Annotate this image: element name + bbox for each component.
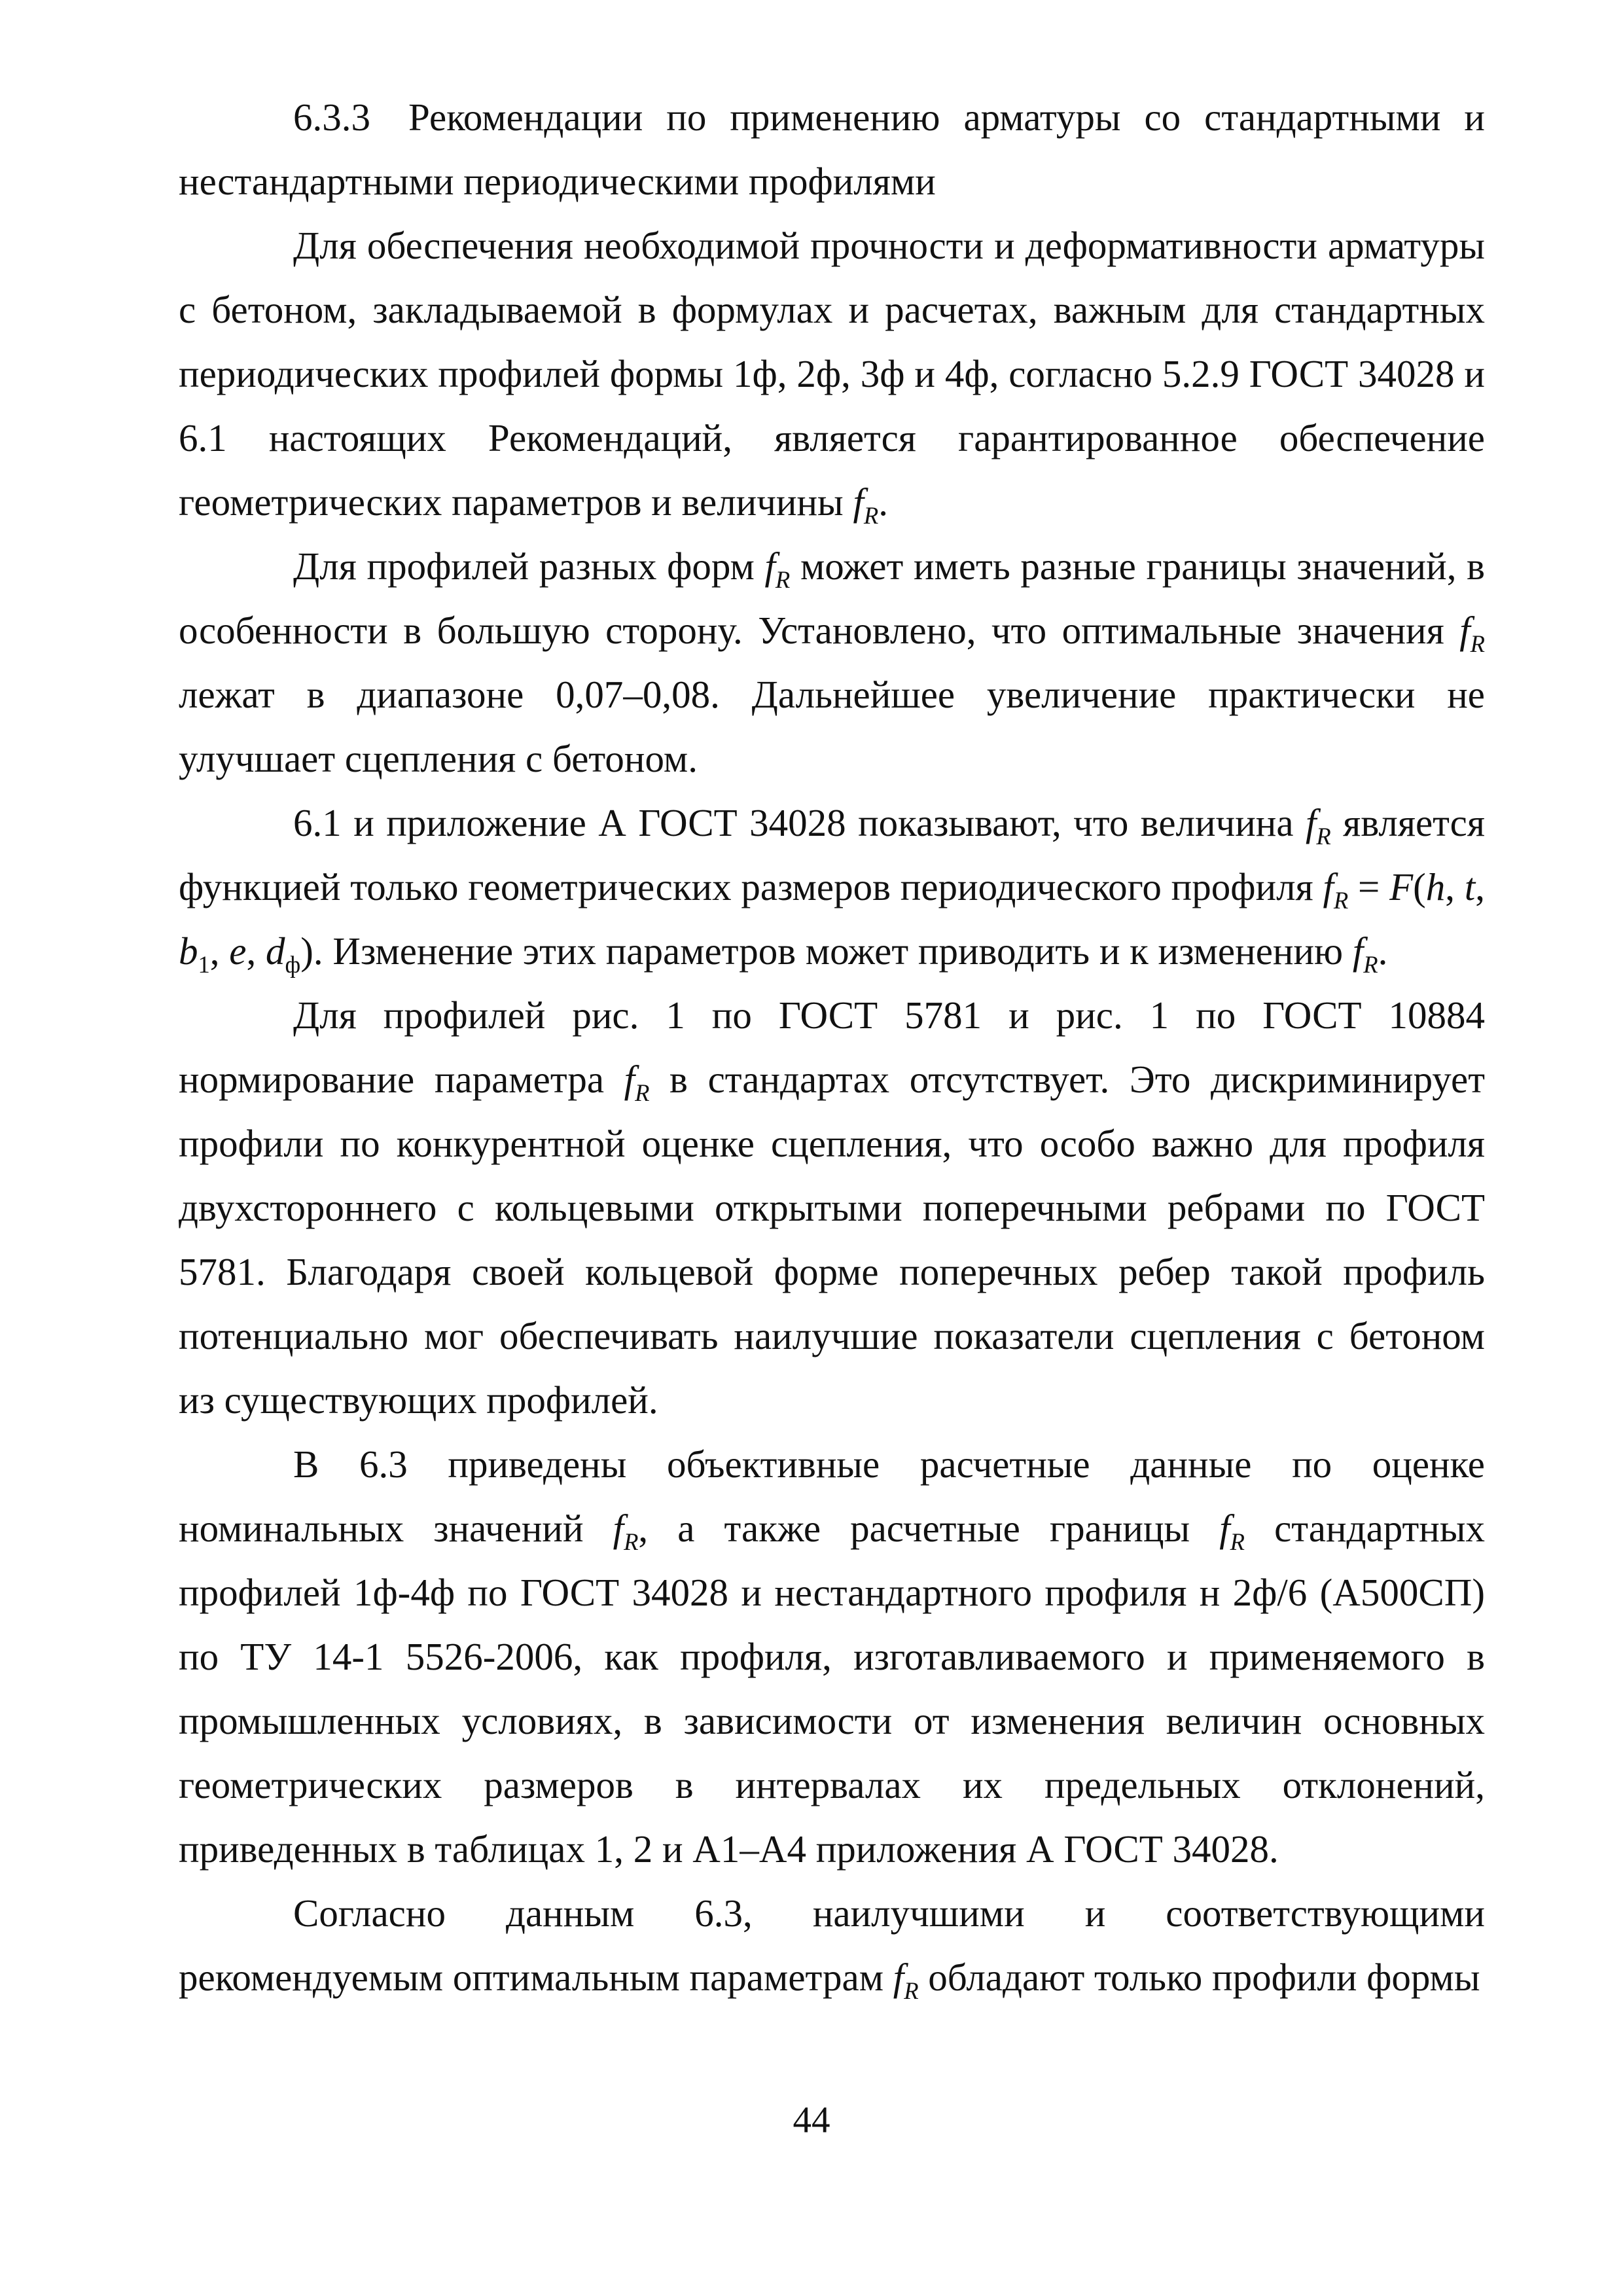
text-run: Для профилей разных форм bbox=[293, 545, 765, 588]
symbol-d: d bbox=[265, 929, 285, 973]
text-run: является функцией только геометрических размеров периодического профиля bbox=[179, 801, 1485, 908]
symbol-F: F bbox=[1389, 865, 1414, 908]
text-run: . Изменение этих параметров может приводить и к изменению bbox=[313, 929, 1353, 973]
section-heading bbox=[179, 85, 1485, 213]
text-run: , а также расчетные границы bbox=[638, 1507, 1220, 1550]
body-text bbox=[179, 85, 1485, 2009]
text-run: Согласно данным 6.3, наилучшими и соответствующими рекомендуемым оптимальным параметрам bbox=[179, 1892, 1485, 1999]
text-run: 6.1 и приложение А ГОСТ 34028 показывают, что величина bbox=[293, 801, 1306, 844]
open-paren: ( bbox=[1413, 865, 1426, 908]
text-run: может иметь разные границы значений, в особенности в большую сторону. Установлено, что оптимальные значения bbox=[179, 545, 1485, 652]
symbol-f: f bbox=[1305, 801, 1317, 844]
paragraph-2 bbox=[179, 534, 1485, 791]
subscript-r: R bbox=[775, 565, 791, 593]
symbol-f: f bbox=[1459, 609, 1471, 652]
section-title: Рекомендации по применению арматуры со стандартными и нестандартными периодическими профилями bbox=[179, 96, 1485, 203]
comma: , bbox=[1475, 865, 1486, 908]
text-run: . bbox=[1378, 929, 1388, 973]
text-run: Для профилей рис. 1 по ГОСТ 5781 и рис. 1 по ГОСТ 10884 нормирование параметра bbox=[179, 994, 1485, 1101]
text-run: стандартных профилей 1ф-4ф по ГОСТ 34028 и нестандартного профиля н 2ф/6 (А500СП) по ТУ 14-1 5526-2006, как профиля, изготавливаемого и применяемого в промышленных условиях, в зависимости от изменения величин основных геометрических размеров в интервалах их предельных отклонений, приведенных в таблицах 1, 2 и А1–А4 приложения А ГОСТ 34028. bbox=[179, 1507, 1485, 1871]
subscript-r: R bbox=[1230, 1528, 1245, 1555]
symbol-h: h bbox=[1425, 865, 1446, 908]
subscript-r: R bbox=[1363, 950, 1378, 978]
paragraph-4 bbox=[179, 983, 1485, 1432]
symbol-f: f bbox=[624, 1058, 635, 1101]
subscript-r: R bbox=[863, 501, 879, 529]
subscript-1: 1 bbox=[198, 950, 210, 978]
paragraph-6 bbox=[179, 1881, 1485, 2009]
symbol-t: t bbox=[1464, 865, 1476, 908]
paragraph-3 bbox=[179, 791, 1485, 983]
symbol-f: f bbox=[893, 1956, 904, 1999]
text-run: в стандартах отсутствует. Это дискриминирует профили по конкурентной оценке сцепления, что особо важно для профиля двухстороннего с кольцевыми открытыми поперечными ребрами по ГОСТ 5781. Благодаря своей кольцевой форме поперечных ребер такой профиль потенциально мог обеспечивать наилучшие показатели сцепления с бетоном из существующих профилей. bbox=[179, 1058, 1485, 1422]
subscript-r: R bbox=[1316, 822, 1331, 850]
equals-sign: = bbox=[1348, 865, 1390, 908]
subscript-phi: ф bbox=[285, 950, 301, 978]
symbol-b: b bbox=[179, 929, 198, 973]
comma: , bbox=[1445, 865, 1465, 908]
symbol-f: f bbox=[1352, 929, 1364, 973]
symbol-f: f bbox=[613, 1507, 624, 1550]
close-paren: ) bbox=[300, 929, 313, 973]
subscript-r: R bbox=[624, 1528, 639, 1555]
symbol-f: f bbox=[853, 480, 864, 524]
comma: , bbox=[209, 929, 230, 973]
text-run: Для обеспечения необходимой прочности и деформативности арматуры с бетоном, закладываемой в формулах и расчетах, важным для стандартных периодических профилей формы 1ф, 2ф, 3ф и 4ф, согласно 5.2.9 ГОСТ 34028 и 6.1 настоящих Рекомендаций, является гарантированное обеспечение геометрических параметров и величины bbox=[179, 224, 1485, 524]
text-run: . bbox=[878, 480, 888, 524]
paragraph-5 bbox=[179, 1432, 1485, 1881]
text-run: В 6.3 приведены объективные расчетные данные по оценке номинальных значений bbox=[179, 1443, 1485, 1550]
paragraph-1 bbox=[179, 213, 1485, 534]
page-number: 44 bbox=[793, 2100, 830, 2141]
section-number: 6.3.3 bbox=[293, 96, 370, 139]
text-run: обладают только профили формы bbox=[918, 1956, 1480, 1999]
symbol-f: f bbox=[764, 545, 776, 588]
comma: , bbox=[246, 929, 266, 973]
subscript-r: R bbox=[1470, 630, 1485, 657]
subscript-r: R bbox=[635, 1079, 650, 1106]
symbol-f: f bbox=[1323, 865, 1334, 908]
symbol-e: e bbox=[229, 929, 247, 973]
subscript-r: R bbox=[904, 1977, 919, 2004]
symbol-f: f bbox=[1219, 1507, 1230, 1550]
subscript-r: R bbox=[1333, 886, 1349, 914]
text-run: лежат в диапазоне 0,07–0,08. Дальнейшее увеличение практически не улучшает сцепления с бетоном. bbox=[179, 673, 1485, 780]
